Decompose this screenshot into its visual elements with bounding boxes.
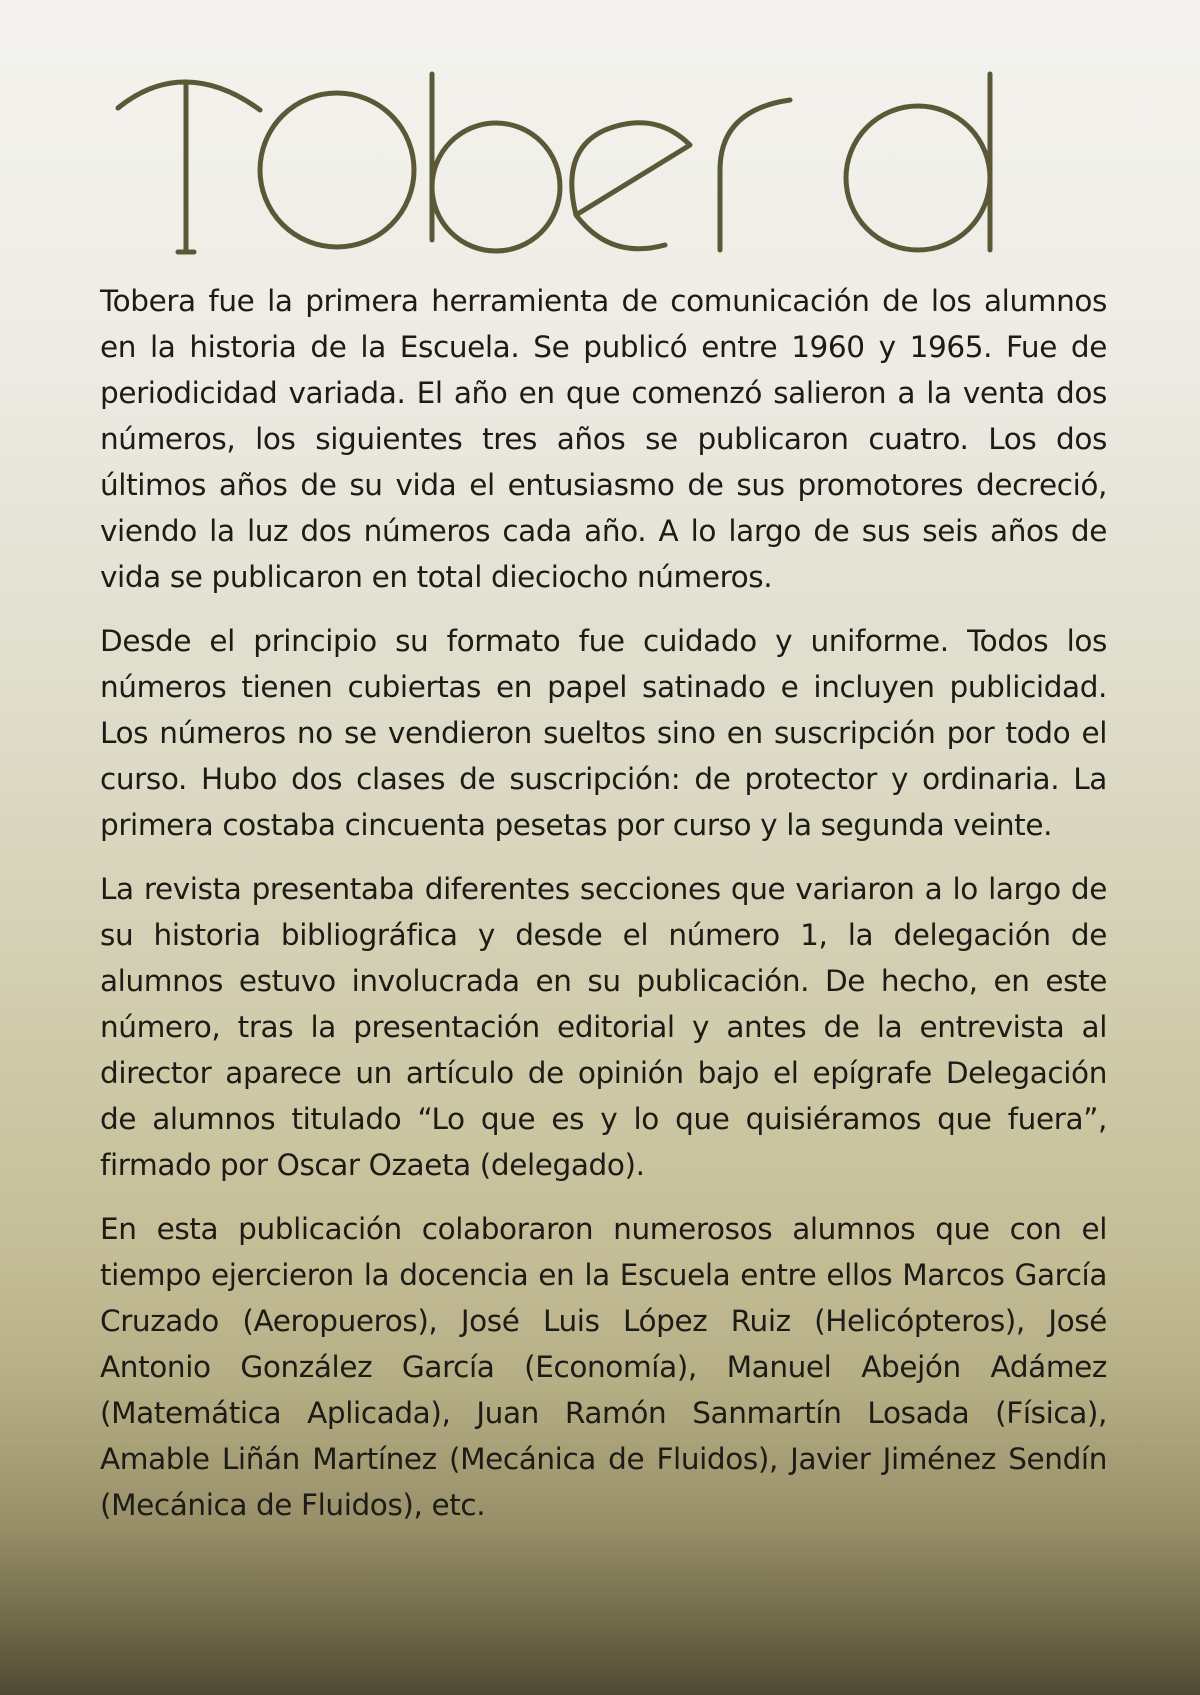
article-body [100, 278, 1107, 1546]
logo-letter-o [260, 93, 414, 247]
logo-letter-t [118, 82, 260, 110]
paragraph-1: Tobera fue la primera herramienta de comunicación de los alumnos en la historia de la Escuela. Se publicó entre 1960 y 1965. Fue de periodicidad variada. El año en que comenzó salieron a la venta dos números, los siguientes tres años se publicaron cuatro. Los dos últimos años de su vida el entusiasmo de sus promotores decreció, viendo la luz dos números cada año. A lo largo de sus seis años de vida se publicaron en total dieciocho números. [100, 284, 1107, 594]
tobera-wordmark-graphic [110, 60, 1090, 270]
logo-letter-a-bowl [846, 106, 990, 250]
paragraph-2: Desde el principio su formato fue cuidado y uniforme. Todos los números tienen cubiertas en papel satinado e incluyen publicidad. Los números no se vendieron sueltos sino en suscripción por todo el curso. Hubo dos clases de suscripción: de protector y ordinaria. La primera costaba cincuenta pesetas por curso y la segunda veinte. [100, 624, 1107, 842]
paragraph-4: En esta publicación colaboraron numerosos alumnos que con el tiempo ejercieron la docencia en la Escuela entre ellos Marcos García Cruzado (Aeropueros), José Luis López Ruiz (Helicópteros), José Antonio González García (Economía), Manuel Abejón Adámez (Matemática Aplicada), Juan Ramón Sanmartín Losada (Física), Amable Liñán Martínez (Mecánica de Fluidos), Javier Jiménez Sendín (Mecánica de Fluidos), etc. [100, 1212, 1107, 1522]
tobera-logo [110, 60, 1090, 270]
logo-letter-e [572, 123, 690, 249]
paragraph-3: La revista presentaba diferentes secciones que variaron a lo largo de su historia bibliográfica y desde el número 1, la delegación de alumnos estuvo involucrada en su publicación. De hecho, en este número, tras la presentación editorial y antes de la entrevista al director aparece un artículo de opinión bajo el epígrafe Delegación de alumnos titulado “Lo que es y lo que quisiéramos que fuera”, firmado por Oscar Ozaeta (delegado). [100, 872, 1107, 1182]
logo-letter-b-bowl [432, 123, 560, 251]
logo-letter-r [720, 100, 790, 250]
